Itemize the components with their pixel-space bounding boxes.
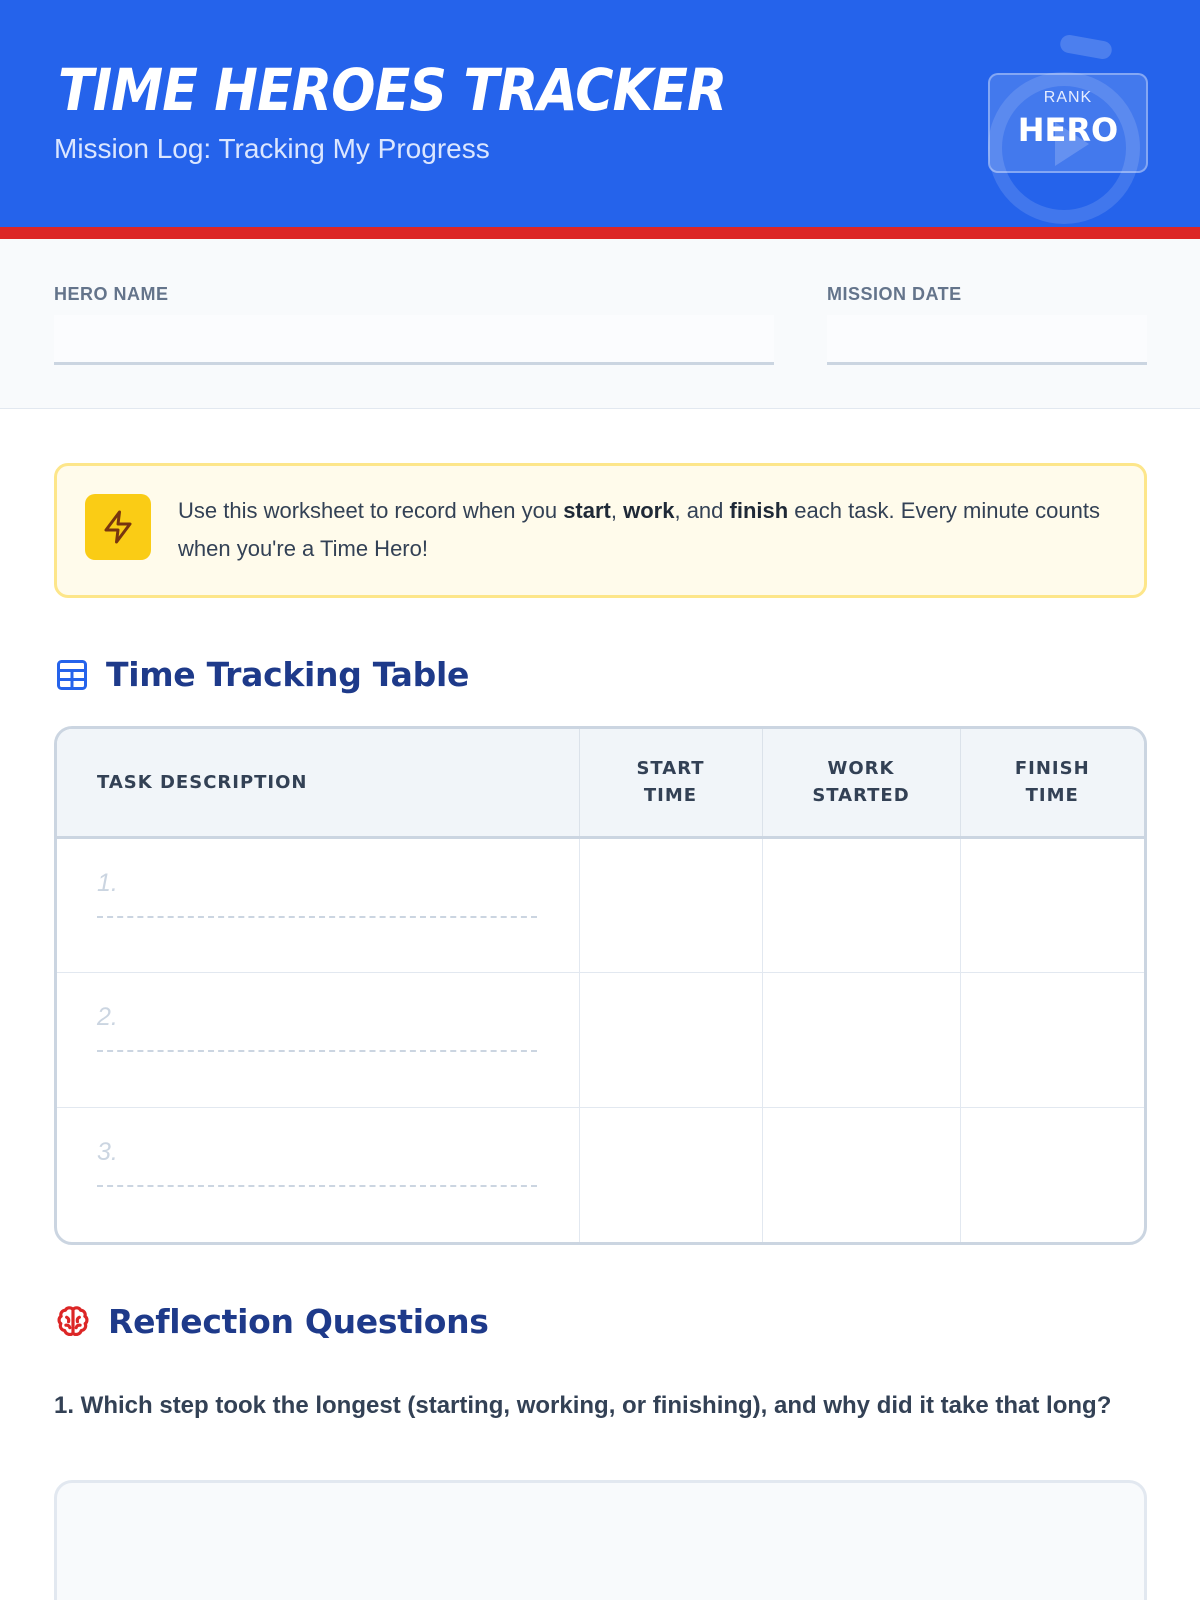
finish-time-cell[interactable] [960, 972, 1144, 1107]
work-started-cell[interactable] [762, 837, 960, 972]
start-time-cell[interactable] [579, 1107, 762, 1242]
page-title: TIME HEROES TRACKER [58, 56, 727, 124]
task-description-cell[interactable] [57, 1107, 579, 1242]
reflection-question-1: 1. Which step took the longest (starting, working, or finishing), and why did it take that long? [54, 1392, 1112, 1419]
table-header-row [57, 729, 1144, 837]
work-started-cell[interactable] [762, 1107, 960, 1242]
column-header-task: TASK DESCRIPTION [57, 729, 579, 837]
mission-date-field[interactable] [827, 315, 1147, 365]
tracking-section-heading [54, 655, 469, 694]
instructions-text: Use this worksheet to record when you start, work, and finish each task. Every minute counts when you're a Time Hero! [178, 498, 1101, 561]
table-row [57, 837, 1144, 972]
task-description-cell[interactable] [57, 837, 579, 972]
tracking-section-title: Time Tracking Table [106, 655, 470, 694]
table-row [57, 972, 1144, 1107]
hero-info-section [0, 239, 1200, 409]
work-started-cell[interactable] [762, 972, 960, 1107]
rank-label: RANK [1043, 89, 1093, 106]
page-subtitle: Mission Log: Tracking My Progress [54, 133, 490, 164]
column-header-work: WORK STARTED [762, 729, 960, 837]
reflection-section-heading [54, 1302, 489, 1341]
mission-date-label: MISSION DATE [827, 284, 962, 304]
reflection-section-title: Reflection Questions [108, 1302, 489, 1341]
brain-icon [54, 1303, 92, 1341]
task-number: 2. [97, 1002, 118, 1031]
reflection-answer-box-1[interactable] [54, 1480, 1147, 1600]
column-header-start: START TIME [579, 729, 762, 837]
table-row [57, 1107, 1144, 1242]
rank-badge [988, 73, 1148, 173]
finish-time-cell[interactable] [960, 837, 1144, 972]
start-time-cell[interactable] [579, 972, 762, 1107]
task-number: 1. [97, 868, 118, 897]
finish-time-cell[interactable] [960, 1107, 1144, 1242]
instructions-callout [54, 463, 1147, 598]
table-grid-icon [54, 657, 90, 693]
hero-name-label: HERO NAME [54, 284, 169, 304]
stopwatch-stem [1059, 34, 1113, 61]
task-write-line [97, 916, 537, 918]
header-accent-stripe [0, 227, 1200, 239]
hero-name-field[interactable] [54, 315, 774, 365]
start-time-cell[interactable] [579, 837, 762, 972]
task-write-line [97, 1050, 537, 1052]
task-write-line [97, 1185, 537, 1187]
column-header-finish: FINISH TIME [960, 729, 1144, 837]
time-tracking-table [54, 726, 1147, 1245]
rank-value: HERO [1017, 111, 1119, 149]
page-header [0, 0, 1200, 227]
lightning-bolt-icon [85, 494, 151, 560]
task-description-cell[interactable] [57, 972, 579, 1107]
task-number: 3. [97, 1137, 118, 1166]
